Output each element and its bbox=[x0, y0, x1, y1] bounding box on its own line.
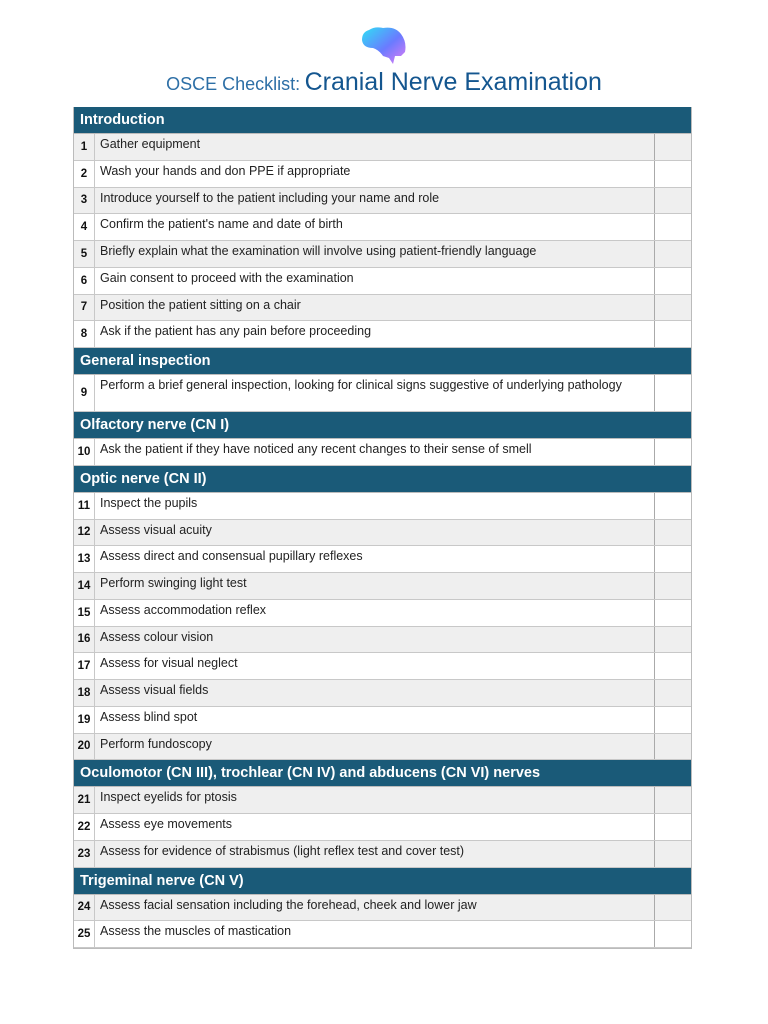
checklist-row bbox=[74, 921, 691, 948]
item-text: Ask if the patient has any pain before proceeding bbox=[100, 324, 372, 339]
item-number: 11 bbox=[74, 493, 95, 519]
item-checkbox[interactable] bbox=[654, 161, 691, 187]
item-checkbox[interactable] bbox=[654, 573, 691, 599]
item-text: Assess facial sensation including the forehead, cheek and lower jaw bbox=[100, 897, 477, 912]
item-text: Assess visual acuity bbox=[100, 522, 212, 537]
item-checkbox[interactable] bbox=[654, 188, 691, 214]
checklist-row bbox=[74, 295, 691, 322]
item-checkbox[interactable] bbox=[654, 439, 691, 465]
item-checkbox[interactable] bbox=[654, 600, 691, 626]
item-text: Assess for evidence of strabismus (light reflex test and cover test) bbox=[100, 843, 465, 858]
title-main: Cranial Nerve Examination bbox=[304, 68, 602, 96]
section-header: Introduction bbox=[74, 107, 691, 134]
item-checkbox[interactable] bbox=[654, 241, 691, 267]
item-number: 5 bbox=[74, 241, 95, 267]
item-number: 4 bbox=[74, 214, 95, 240]
item-number: 12 bbox=[74, 520, 95, 546]
item-number: 14 bbox=[74, 573, 95, 599]
item-number: 2 bbox=[74, 161, 95, 187]
checklist-row bbox=[74, 895, 691, 922]
checklist-table bbox=[73, 107, 692, 949]
item-number: 13 bbox=[74, 546, 95, 572]
checklist-row bbox=[74, 600, 691, 627]
item-text: Gain consent to proceed with the examination bbox=[100, 270, 354, 285]
checklist-row bbox=[74, 520, 691, 547]
item-number: 25 bbox=[74, 921, 95, 947]
section-header: Oculomotor (CN III), trochlear (CN IV) and abducens (CN VI) nerves bbox=[74, 760, 691, 787]
section-header: Olfactory nerve (CN I) bbox=[74, 412, 691, 439]
checklist-row bbox=[74, 734, 691, 761]
item-checkbox[interactable] bbox=[654, 493, 691, 519]
item-number: 6 bbox=[74, 268, 95, 294]
item-text: Perform fundoscopy bbox=[100, 736, 212, 751]
item-checkbox[interactable] bbox=[654, 134, 691, 160]
item-checkbox[interactable] bbox=[654, 680, 691, 706]
item-text: Briefly explain what the examination will involve using patient-friendly language bbox=[100, 244, 537, 258]
checklist-row bbox=[74, 841, 691, 868]
item-number: 8 bbox=[74, 321, 95, 347]
item-text: Assess for visual neglect bbox=[100, 656, 238, 671]
item-checkbox[interactable] bbox=[654, 653, 691, 679]
checklist-row bbox=[74, 707, 691, 734]
checklist-row bbox=[74, 321, 691, 348]
item-checkbox[interactable] bbox=[654, 295, 691, 321]
item-number: 15 bbox=[74, 600, 95, 626]
item-text: Gather equipment bbox=[100, 137, 201, 151]
section-header: Trigeminal nerve (CN V) bbox=[74, 868, 691, 895]
item-text: Assess blind spot bbox=[100, 709, 198, 724]
item-number: 16 bbox=[74, 627, 95, 653]
item-checkbox[interactable] bbox=[654, 707, 691, 733]
section-header: General inspection bbox=[74, 348, 691, 375]
item-checkbox[interactable] bbox=[654, 214, 691, 240]
checklist-row bbox=[74, 439, 691, 466]
item-text: Assess eye movements bbox=[100, 817, 232, 831]
item-text: Assess direct and consensual pupillary reflexes bbox=[100, 549, 363, 564]
item-checkbox[interactable] bbox=[654, 546, 691, 572]
item-checkbox[interactable] bbox=[654, 375, 691, 411]
item-checkbox[interactable] bbox=[654, 734, 691, 760]
item-checkbox[interactable] bbox=[654, 895, 691, 921]
item-number: 21 bbox=[74, 787, 95, 813]
checklist-row bbox=[74, 653, 691, 680]
item-text: Confirm the patient's name and date of birth bbox=[100, 217, 343, 232]
item-number: 22 bbox=[74, 814, 95, 840]
item-text: Assess colour vision bbox=[100, 629, 214, 644]
brain-logo-icon bbox=[361, 26, 407, 66]
item-text: Wash your hands and don PPE if appropriate bbox=[100, 163, 351, 178]
checklist-row bbox=[74, 627, 691, 654]
item-text: Ask the patient if they have noticed any recent changes to their sense of smell bbox=[100, 442, 532, 456]
item-text: Inspect the pupils bbox=[100, 495, 198, 510]
item-number: 1 bbox=[74, 134, 95, 160]
section-header: Optic nerve (CN II) bbox=[74, 466, 691, 493]
item-number: 18 bbox=[74, 680, 95, 706]
checklist-row bbox=[74, 573, 691, 600]
item-checkbox[interactable] bbox=[654, 268, 691, 294]
checklist-row bbox=[74, 787, 691, 814]
item-checkbox[interactable] bbox=[654, 814, 691, 840]
checklist-row bbox=[74, 268, 691, 295]
item-checkbox[interactable] bbox=[654, 627, 691, 653]
item-text: Assess the muscles of mastication bbox=[100, 924, 292, 939]
checklist-row bbox=[74, 161, 691, 188]
item-checkbox[interactable] bbox=[654, 321, 691, 347]
item-text: Perform a brief general inspection, looking for clinical signs suggestive of underlying pathology bbox=[100, 378, 622, 392]
item-number: 23 bbox=[74, 841, 95, 867]
checklist-row bbox=[74, 134, 691, 161]
item-text: Inspect eyelids for ptosis bbox=[100, 790, 237, 805]
checklist-row bbox=[74, 680, 691, 707]
item-checkbox[interactable] bbox=[654, 787, 691, 813]
checklist-row bbox=[74, 375, 691, 412]
title-prefix: OSCE Checklist: bbox=[166, 74, 301, 94]
item-number: 17 bbox=[74, 653, 95, 679]
item-text: Position the patient sitting on a chair bbox=[100, 297, 301, 312]
item-text: Assess visual fields bbox=[100, 683, 209, 697]
checklist-row bbox=[74, 546, 691, 573]
item-number: 24 bbox=[74, 895, 95, 921]
item-number: 10 bbox=[74, 439, 95, 465]
item-number: 19 bbox=[74, 707, 95, 733]
item-text: Introduce yourself to the patient including your name and role bbox=[100, 190, 440, 205]
item-checkbox[interactable] bbox=[654, 921, 691, 947]
item-checkbox[interactable] bbox=[654, 841, 691, 867]
item-number: 20 bbox=[74, 734, 95, 760]
checklist-row bbox=[74, 241, 691, 268]
item-number: 3 bbox=[74, 188, 95, 214]
page-title bbox=[0, 68, 768, 97]
item-text: Perform swinging light test bbox=[100, 576, 247, 590]
item-number: 9 bbox=[74, 375, 95, 411]
checklist-row bbox=[74, 188, 691, 215]
item-number: 7 bbox=[74, 295, 95, 321]
checklist-row bbox=[74, 214, 691, 241]
item-text: Assess accommodation reflex bbox=[100, 602, 267, 617]
checklist-row bbox=[74, 493, 691, 520]
checklist-row bbox=[74, 814, 691, 841]
item-checkbox[interactable] bbox=[654, 520, 691, 546]
